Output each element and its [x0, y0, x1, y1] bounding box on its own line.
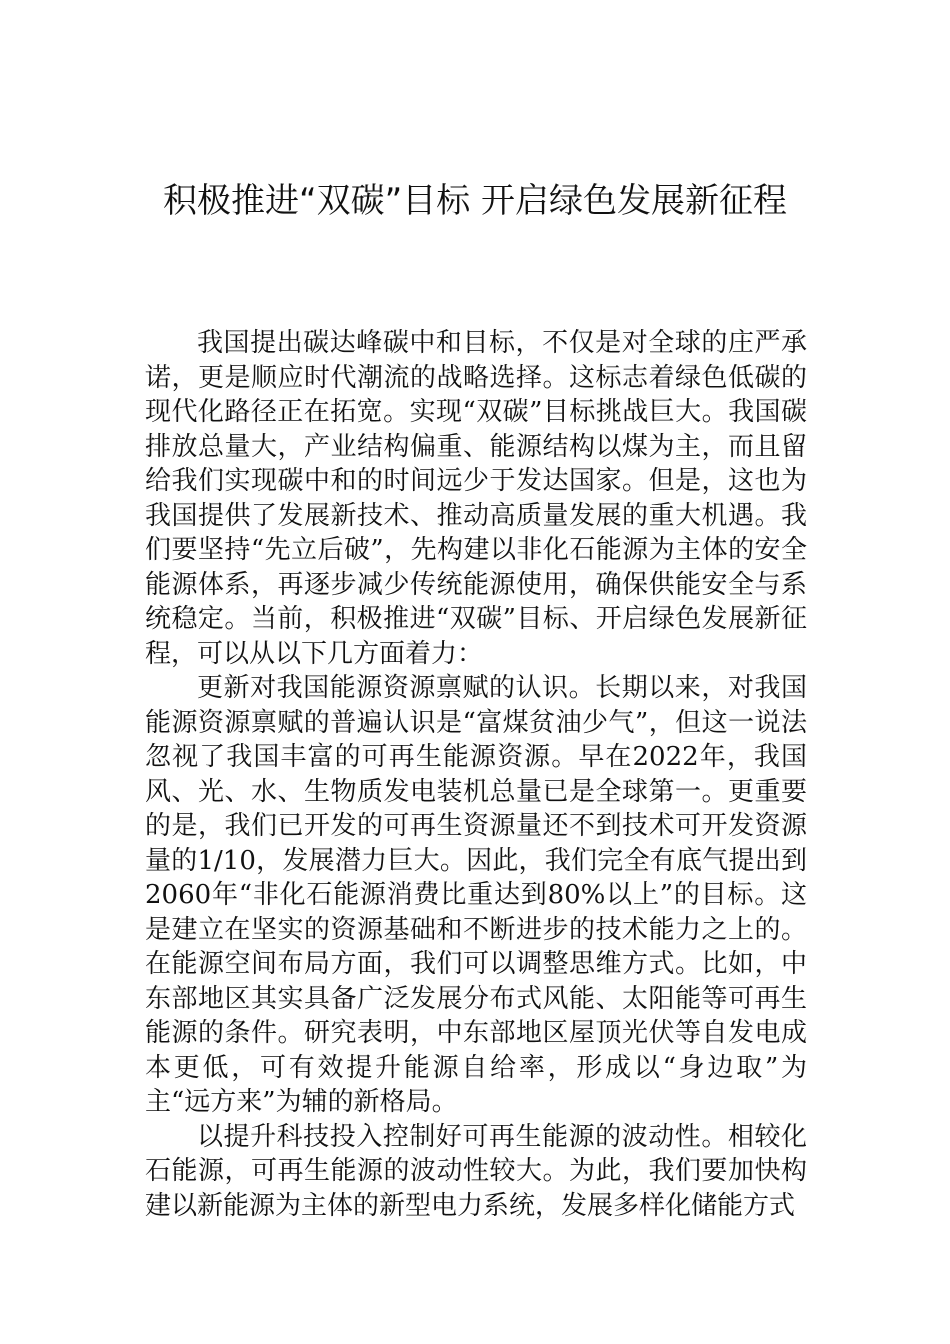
document-title: 积极推进“双碳”目标 开启绿色发展新征程 [162, 181, 788, 221]
paragraph-intro: 我国提出碳达峰碳中和目标，不仅是对全球的庄严承诺，更是顺应时代潮流的战略选择。这标志着绿色低碳的现代化路径正在拓宽。实现“双碳”目标挑战巨大。我国碳排放总量大，产业结构偏重、能源结构以煤为主，而且留给我们实现碳中和的时间远少于发达国家。但是，这也为我国提供了发展新技术、推动高质量发展的重大机遇。我们要坚持“先立后破”，先构建以非化石能源为主体的安全能源体系，再逐步减少传统能源使用，确保供能安全与系统稳定。当前，积极推进“双碳”目标、开启绿色发展新征程，可以从以下几方面着力： [145, 328, 807, 669]
paragraph-technology-volatility: 以提升科技投入控制好可再生能源的波动性。相较化石能源，可再生能源的波动性较大。为此，我们要加快构建以新能源为主体的新型电力系统，发展多样化储能方式 [145, 1121, 807, 1221]
paragraph-resource-endowment: 更新对我国能源资源禀赋的认识。长期以来，对我国能源资源禀赋的普遍认识是“富煤贫油少气”，但这一说法忽视了我国丰富的可再生能源资源。早在2022年，我国风、光、水、生物质发电装机总量已是全球第一。更重要的是，我们已开发的可再生资源量还不到技术可开发资源量的1/10，发展潜力巨大。因此，我们完全有底气提出到2060年“非化石能源消费比重达到80%以上”的目标。这是建立在坚实的资源基础和不断进步的技术能力之上的。在能源空间布局方面，我们可以调整思维方式。比如，中东部地区其实具备广泛发展分布式风能、太阳能等可再生能源的条件。研究表明，中东部地区屋顶光伏等自发电成本更低，可有效提升能源自给率，形成以“身边取”为主“远方来”为辅的新格局。 [145, 673, 807, 1117]
document-body [145, 326, 807, 1223]
